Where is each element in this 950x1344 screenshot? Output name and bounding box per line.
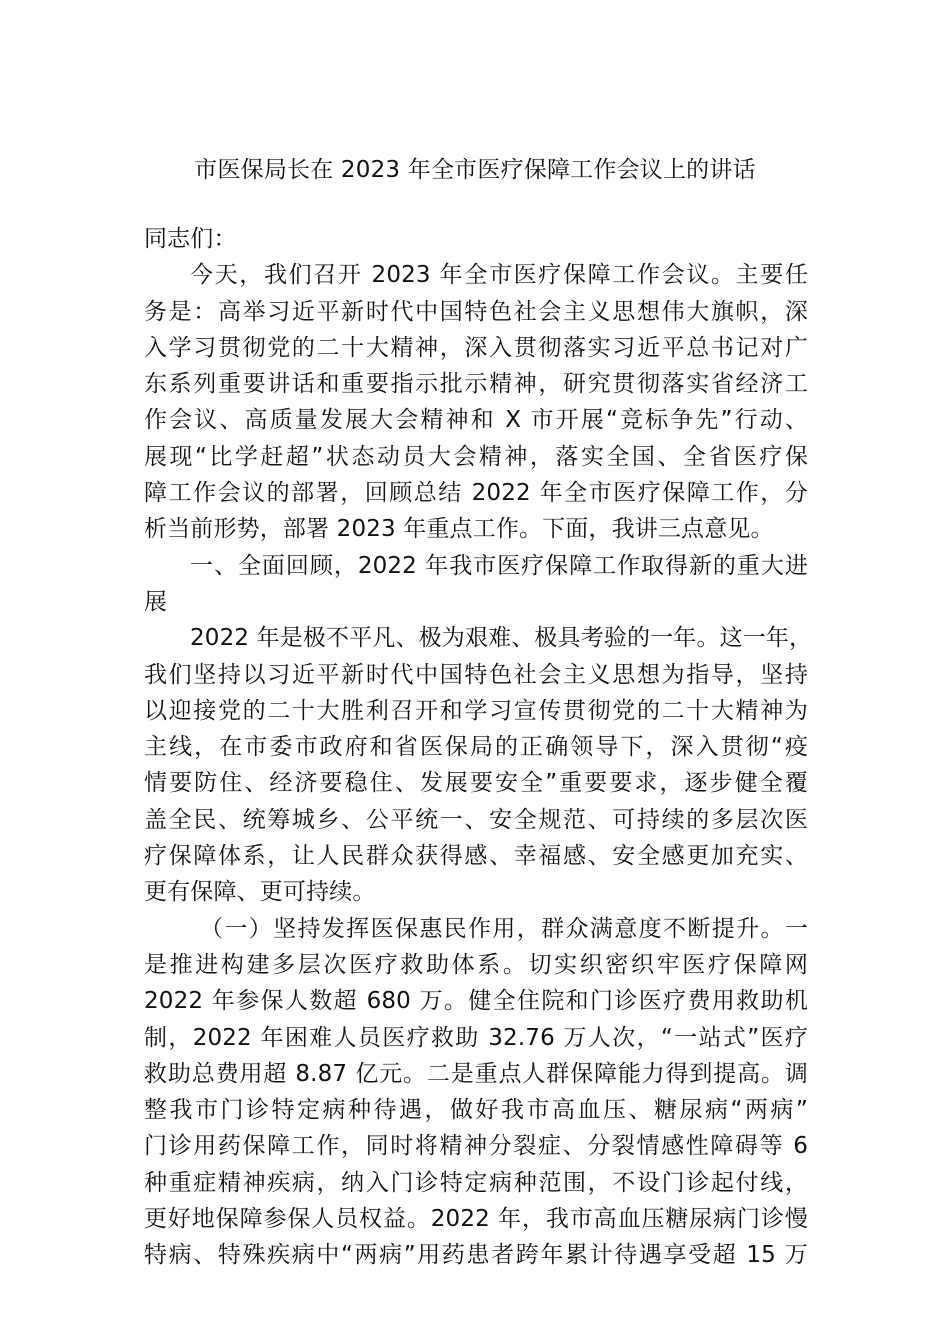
paragraph-line: 今天，我们召开 2023 年全市医疗保障工作会议。主要任 [190, 262, 808, 289]
document-body [144, 221, 813, 1274]
paragraph-line: 特病、特殊疾病中“两病”用药患者跨年累计待遇享受超 15 万 [144, 1242, 808, 1269]
paragraph-line: 情要防住、经济要稳住、发展要安全”重要要求，逐步健全覆 [144, 770, 808, 797]
paragraph-line: 障工作会议的部署，回顾总结 2022 年全市医疗保障工作，分 [144, 480, 808, 507]
paragraph-line: 门诊用药保障工作，同时将精神分裂症、分裂情感性障碍等 6 [144, 1133, 808, 1160]
paragraph-line: 以迎接党的二十大胜利召开和学习宣传贯彻党的二十大精神为 [144, 697, 808, 724]
subsection-line: （一）坚持发挥医保惠民作用，群众满意度不断提升。一 [200, 915, 808, 942]
paragraph-line: 种重症精神疾病，纳入门诊特定病种范围，不设门诊起付线， [144, 1169, 808, 1196]
paragraph-line: 作会议、高质量发展大会精神和 X 市开展“竞标争先”行动、 [144, 407, 808, 434]
section-heading-line: 一、全面回顾，2022 年我市医疗保障工作取得新的重大进 [190, 552, 808, 579]
section-heading-line: 展 [144, 588, 168, 615]
paragraph-line: 2022 年参保人数超 680 万。健全住院和门诊医疗费用救助机 [144, 988, 808, 1015]
paragraph-line: 2022 年是极不平凡、极为艰难、极具考验的一年。这一年， [190, 625, 813, 652]
paragraph-line: 更有保障、更可持续。 [144, 879, 376, 906]
paragraph-line: 东系列重要讲话和重要指示批示精神，研究贯彻落实省经济工 [144, 371, 808, 398]
paragraph-line: 务是：高举习近平新时代中国特色社会主义思想伟大旗帜，深 [144, 298, 808, 325]
paragraph-line: 是推进构建多层次医疗救助体系。切实织密织牢医疗保障网 [144, 951, 808, 978]
paragraph-line: 救助总费用超 8.87 亿元。二是重点人群保障能力得到提高。调 [144, 1060, 808, 1087]
document-title: 市医保局长在 2023 年全市医疗保障工作会议上的讲话 [194, 157, 756, 183]
paragraph-line: 我们坚持以习近平新时代中国特色社会主义思想为指导，坚持 [144, 661, 808, 688]
paragraph-line: 析当前形势，部署 2023 年重点工作。下面，我讲三点意见。 [144, 516, 774, 543]
salutation: 同志们： [144, 226, 237, 252]
paragraph-line: 入学习贯彻党的二十大精神，深入贯彻落实习近平总书记对广 [144, 334, 808, 361]
paragraph-line: 展现“比学赶超”状态动员大会精神，落实全国、全省医疗保 [144, 443, 808, 470]
paragraph-line: 主线，在市委市政府和省医保局的正确领导下，深入贯彻“疫 [144, 734, 808, 761]
paragraph-line: 整我市门诊特定病种待遇，做好我市高血压、糖尿病“两病” [144, 1097, 808, 1124]
paragraph-line: 制，2022 年困难人员医疗救助 32.76 万人次，“一站式”医疗 [144, 1024, 808, 1051]
paragraph-line: 疗保障体系，让人民群众获得感、幸福感、安全感更加充实、 [144, 843, 808, 870]
paragraph-line: 更好地保障参保人员权益。2022 年，我市高血压糖尿病门诊慢 [144, 1206, 808, 1233]
paragraph-line: 盖全民、统筹城乡、公平统一、安全规范、可持续的多层次医 [144, 806, 808, 833]
